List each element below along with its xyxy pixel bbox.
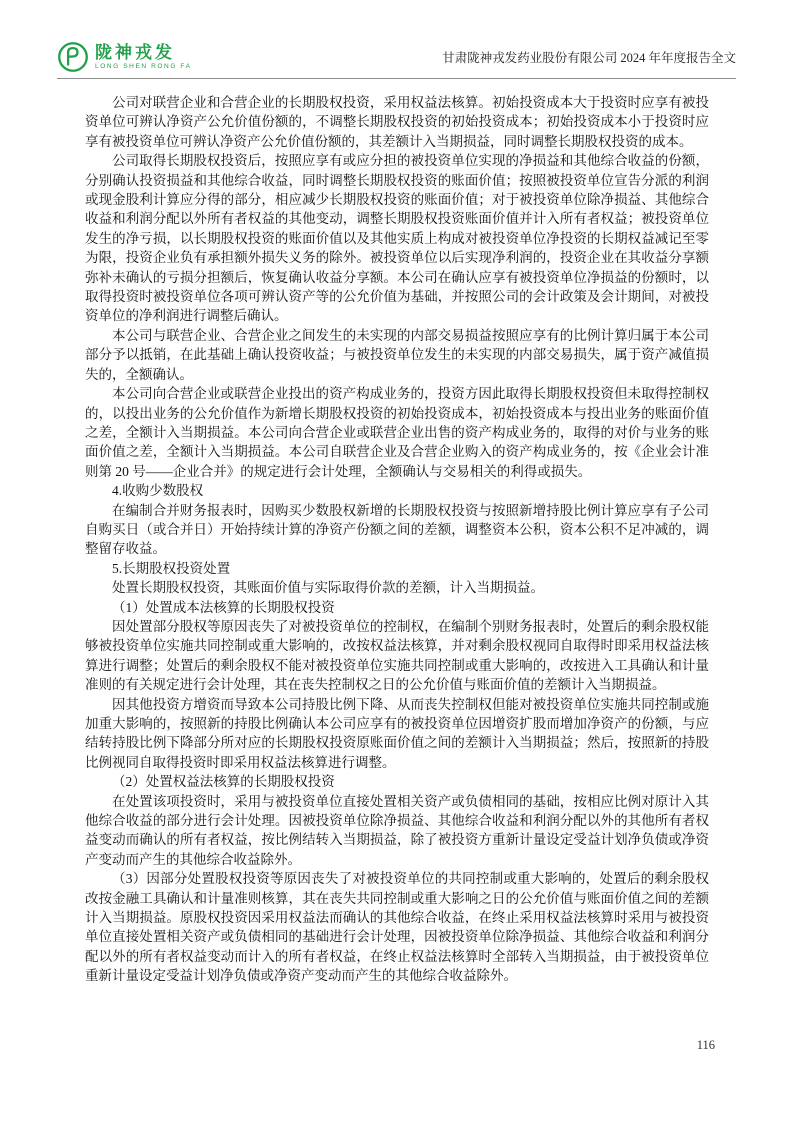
paragraph: 在处置该项投资时，采用与被投资单位直接处置相关资产或负债相同的基础，按相应比例对原计入其他综合收益的部分进行会计处理。因被投资单位除净损益、其他综合收益和利润分配以外的其他所有者权益变动而确认的所有者权益，按比例结转入当期损益，除了被投资方重新计量设定受益计划净负债或净资产变动而产生的其他综合收益除外。 <box>85 793 709 867</box>
brand-name: 陇神戎发 <box>95 42 175 62</box>
brand-subtitle: LONG SHEN RONG FA <box>95 62 192 70</box>
header-divider <box>57 78 736 79</box>
paragraph: 本公司向合营企业或联营企业投出的资产构成业务的，投资方因此取得长期股权投资但未取得控制权的，以投出业务的公允价值作为新增长期股权投资的初始投资成本，初始投资成本与投出业务的账面价值之差，全额计入当期损益。本公司向合营企业或联营企业出售的资产构成业务的，取得的对价与业务的账面价值之差，全额计入当期损益。本公司自联营企业及合营企业购入的资产构成业务的，按《企业会计准则第 20 号——企业合并》的规定进行会计处理，全额确认与交易相关的利得或损失。 <box>85 386 709 479</box>
logo-circle-icon <box>57 41 89 73</box>
report-title: 甘肃陇神戎发药业股份有限公司 2024 年年度报告全文 <box>442 51 736 65</box>
paragraph: 因处置部分股权等原因丧失了对被投资单位的控制权，在编制个别财务报表时，处置后的剩余股权能够被投资单位实施共同控制或重大影响的，改按权益法核算，并对剩余股权视同自取得时即采用权益法核算进行调整；处置后的剩余股权不能对被投资单位实施共同控制或重大影响的，改按进入工具确认和计量准则的有关规定进行会计处理，其在丧失控制权之日的公允价值与账面价值的差额计入当期损益。 <box>85 618 709 693</box>
paragraph: 5.长期股权投资处置 <box>112 560 231 576</box>
paragraph: 在编制合并财务报表时，因购买少数股权新增的长期股权投资与按照新增持股比例计算应享有子公司自购买日（或合并日）开始持续计算的净资产份额之间的差额，调整资本公积，资本公积不足冲减的，调整留存收益。 <box>85 502 709 557</box>
paragraph: 4.收购少数股权 <box>112 483 204 499</box>
paragraph: （1）处置成本法核算的长期股权投资 <box>112 599 335 615</box>
document-body <box>85 93 709 986</box>
paragraph: 公司对联营企业和合营企业的长期股权投资，采用权益法核算。初始投资成本大于投资时应享有被投资单位可辨认净资产公允价值份额的，不调整长期股权投资的初始投资成本；初始投资成本小于投资时应享有被投资单位可辨认净资产公允价值份额的，其差额计入当期损益，同时调整长期股权投资的成本。 <box>85 95 709 149</box>
page-header <box>57 38 736 76</box>
company-logo <box>57 41 192 73</box>
paragraph: 处置长期股权投资，其账面价值与实际取得价款的差额，计入当期损益。 <box>112 580 544 596</box>
paragraph: 本公司与联营企业、合营企业之间发生的未实现的内部交易损益按照应享有的比例计算归属于本公司部分予以抵销，在此基础上确认投资收益；与被投资单位发生的未实现的内部交易损失，属于资产减值损失的，全额确认。 <box>85 327 709 382</box>
paragraph: 公司取得长期股权投资后，按照应享有或应分担的被投资单位实现的净损益和其他综合收益的份额，分别确认投资损益和其他综合收益，同时调整长期股权投资的账面价值；按照被投资单位宣告分派的利润或现金股利计算应分得的部分，相应减少长期股权投资的账面价值；对于被投资单位除净损益、其他综合收益和利润分配以外所有者权益的其他变动，调整长期股权投资账面价值并计入所有者权益；被投资单位发生的净亏损，以长期股权投资的账面价值以及其他实质上构成对被投资单位净投资的长期权益减记至零为限，投资企业负有承担额外损失义务的除外。被投资单位以后实现净利润的，投资企业在其收益分享额弥补未确认的亏损分担额后，恢复确认收益分享额。本公司在确认应享有被投资单位净损益的份额时，以取得投资时被投资单位各项可辨认资产等的公允价值为基础，并按照公司的会计政策及会计期间，对被投资单位的净利润进行调整后确认。 <box>85 153 709 324</box>
paragraph: （2）处置权益法核算的长期股权投资 <box>112 774 335 790</box>
paragraph: （3）因部分处置股权投资等原因丧失了对被投资单位的共同控制或重大影响的，处置后的剩余股权改按金融工具确认和计量准则核算，其在丧失共同控制或重大影响之日的公允价值与账面价值之间的差额计入当期损益。原股权投资因采用权益法而确认的其他综合收益，在终止采用权益法核算时采用与被投资单位直接处置相关资产或负债相同的基础进行会计处理，因被投资单位除净损益、其他综合收益和利润分配以外的所有者权益变动而计入的所有者权益，在终止权益法核算时全部转入当期损益，由于被投资单位重新计量设定受益计划净负债或净资产变动而产生的其他综合收益除外。 <box>85 871 709 984</box>
paragraph: 因其他投资方增资而导致本公司持股比例下降、从而丧失控制权但能对被投资单位实施共同控制或施加重大影响的，按照新的持股比例确认本公司应享有的被投资单位因增资扩股而增加净资产的份额，与应结转持股比例下降部分所对应的长期股权投资原账面价值之间的差额计入当期损益；然后，按照新的持股比例视同自取得投资时即采用权益法核算进行调整。 <box>85 696 709 770</box>
page-number: 116 <box>696 1038 715 1052</box>
brand-text <box>95 44 192 71</box>
